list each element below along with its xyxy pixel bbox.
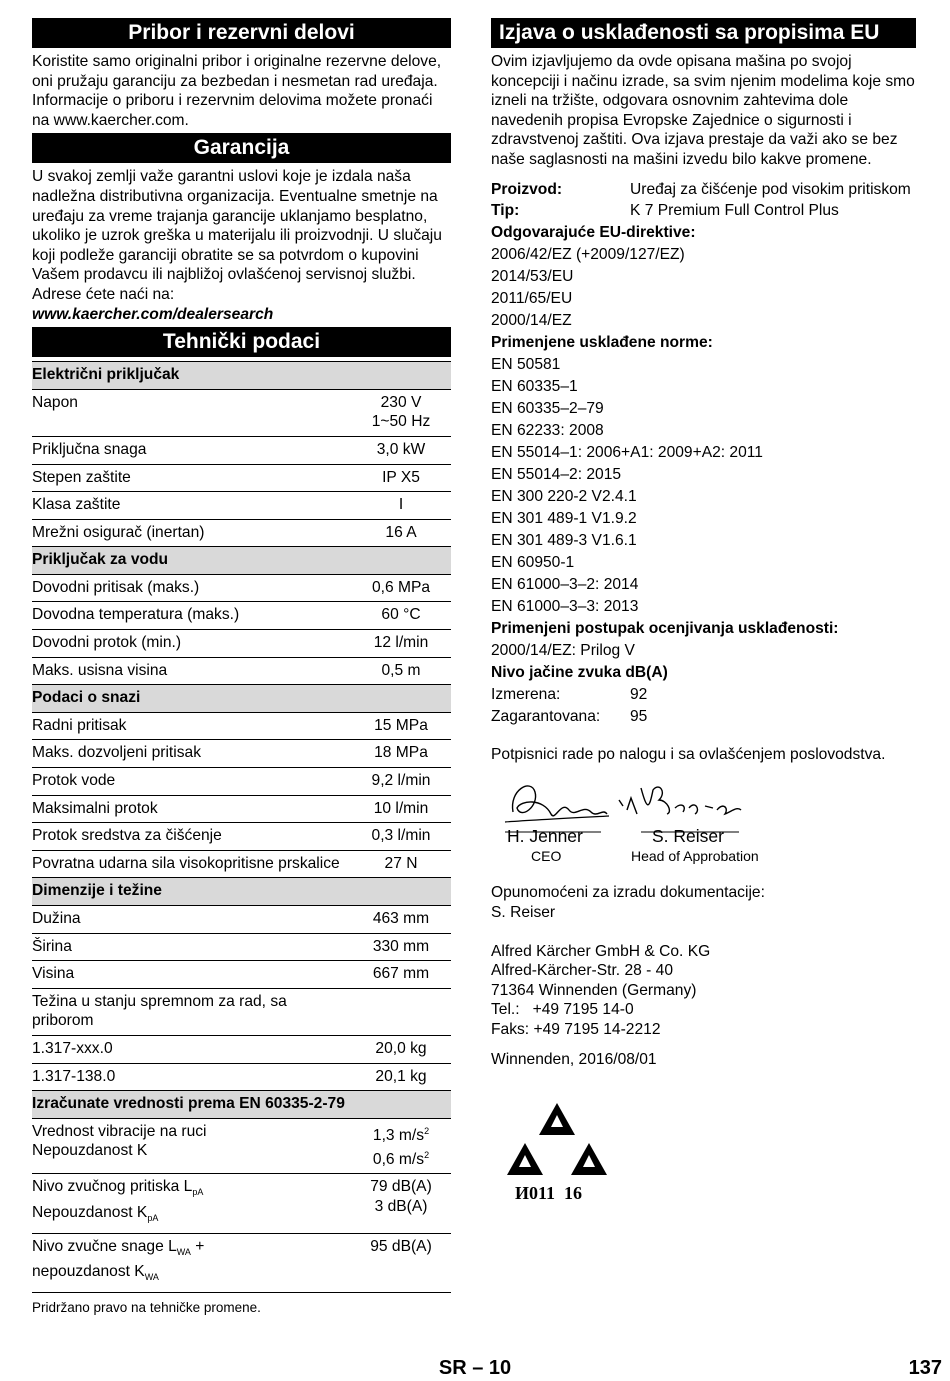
product-value: Uređaj za čišćenje pod visokim pritiskom: [630, 180, 911, 198]
guaranteed-row: [491, 706, 916, 728]
label-line-1: Vrednost vibracije na ruci: [32, 1122, 207, 1140]
directive-item: 2011/65/EU: [491, 289, 573, 307]
accessories-text: [32, 52, 451, 130]
company-address: [491, 942, 916, 1040]
left-column: [32, 18, 451, 1315]
row-value: 20,0 kg: [351, 1035, 451, 1063]
company-name: Alfred Kärcher GmbH & Co. KG: [491, 942, 711, 960]
row-label: Napon: [32, 389, 351, 436]
declaration-intro: Ovim izjavljujemo da ovde opisana mašina po svojoj koncepciji i načinu izrade, sa svim njenim modelima koje smo izneli na tržište, odgovara osnovnim zahtevima dole navedenih propisa Evropske Zajednice o sigurnosti i zdravstvenoj zaštiti. Ova izjava prestaje da važi ako se bez naše saglasnosti na mašini izvedu bilo kakve promene.: [491, 53, 915, 168]
table-row: [32, 740, 451, 768]
doc-auth-name: S. Reiser: [491, 903, 556, 921]
measured-row: [491, 684, 916, 706]
label-tail: +: [190, 1237, 205, 1255]
dealer-search-link[interactable]: www.kaercher.com/dealersearch: [32, 305, 274, 323]
row-label: 1.317-xxx.0: [32, 1035, 351, 1063]
label-sub: WA: [144, 1272, 159, 1283]
row-value: 330 mm: [351, 933, 451, 961]
mark-code: И011 16: [515, 1183, 583, 1204]
table-row: [32, 988, 451, 1035]
table-section-row: [32, 1091, 451, 1119]
table-section-row: [32, 685, 451, 713]
table-row: [32, 768, 451, 796]
value-line-1: 95 dB(A): [370, 1237, 432, 1255]
table-row: [32, 519, 451, 547]
table-row: [32, 712, 451, 740]
row-label: [32, 1118, 351, 1174]
row-value: 230 V 1~50 Hz: [351, 389, 451, 436]
company-city: 71364 Winnenden (Germany): [491, 981, 697, 999]
row-label: Protok sredstva za čišćenje: [32, 823, 351, 851]
norm-item: EN 61000–3–3: 2013: [491, 597, 639, 615]
row-value: 20,1 kg: [351, 1063, 451, 1091]
row-value: 0,5 m: [351, 657, 451, 685]
label-line-2: Nepouzdanost K: [32, 1142, 148, 1160]
conformity-mark: [505, 1099, 625, 1229]
label-sub: WA: [176, 1246, 191, 1257]
row-label: Protok vode: [32, 768, 351, 796]
value-line-1: 1,3 m/s: [372, 1126, 425, 1144]
value-sup: 2: [424, 1125, 430, 1136]
row-label: Klasa zaštite: [32, 492, 351, 520]
row-label: Maks. dozvoljeni pritisak: [32, 740, 351, 768]
warranty-paragraph-2: Adrese ćete naći na:: [32, 285, 175, 303]
row-value: [351, 1233, 451, 1292]
table-section-row: [32, 547, 451, 575]
row-label: Stepen zaštite: [32, 464, 351, 492]
norm-item: EN 301 489-3 V1.6.1: [491, 531, 637, 549]
right-column: [491, 18, 916, 1229]
section-label: Priključak za vodu: [32, 547, 451, 575]
section-label: Električni priključak: [32, 362, 451, 390]
page-number: 137: [908, 1357, 942, 1379]
row-value: 0,3 l/min: [351, 823, 451, 851]
norm-item: EN 55014–2: 2015: [491, 465, 622, 483]
warranty-text: [32, 167, 451, 324]
label-sub: pA: [147, 1213, 159, 1224]
row-value: 16 A: [351, 519, 451, 547]
table-row: [32, 1233, 451, 1292]
row-label: Dovodni pritisak (maks.): [32, 574, 351, 602]
row-value: 12 l/min: [351, 630, 451, 658]
sound-level-title: Nivo jačine zvuka dB(A): [491, 663, 668, 681]
row-value: [351, 988, 451, 1035]
table-row: [32, 933, 451, 961]
norm-item: EN 60335–2–79: [491, 399, 604, 417]
norm-item: EN 60335–1: [491, 377, 578, 395]
row-value: 18 MPa: [351, 740, 451, 768]
table-row: [32, 906, 451, 934]
row-label: Dovodni protok (min.): [32, 630, 351, 658]
signatory-1-name: H. Jenner: [507, 826, 583, 847]
table-row: [32, 574, 451, 602]
signatory-2-role: Head of Approbation: [631, 848, 759, 865]
row-value: [351, 1174, 451, 1233]
table-row: [32, 464, 451, 492]
table-section-row: [32, 878, 451, 906]
table-row: [32, 823, 451, 851]
accessories-paragraph-2: Informacije o priboru i rezervnim delovima možete pronaći na www.kaercher.com.: [32, 92, 433, 129]
row-label: Dovodna temperatura (maks.): [32, 602, 351, 630]
measured-key: Izmerena:: [491, 685, 561, 703]
signature-block: [491, 770, 916, 865]
value-line-1: 79 dB(A): [370, 1178, 432, 1196]
accessories-heading: Pribor i rezervni delovi: [32, 18, 451, 48]
row-value: 9,2 l/min: [351, 768, 451, 796]
row-value: IP X5: [351, 464, 451, 492]
norms-title: Primenjene usklađene norme:: [491, 333, 713, 351]
signatory-1-role: CEO: [531, 848, 562, 865]
table-section-row: [32, 362, 451, 390]
table-row: [32, 795, 451, 823]
row-label: Težina u stanju spremnom za rad, sa priborom: [32, 988, 351, 1035]
section-label: Dimenzije i težine: [32, 878, 451, 906]
norm-item: EN 62233: 2008: [491, 421, 604, 439]
table-row: [32, 630, 451, 658]
table-row: [32, 657, 451, 685]
label-line-1: Nivo zvučne snage L: [32, 1237, 177, 1255]
guaranteed-key: Zagarantovana:: [491, 707, 601, 725]
row-value: 463 mm: [351, 906, 451, 934]
type-row: [491, 201, 916, 221]
type-value: K 7 Premium Full Control Plus: [630, 202, 839, 220]
value-line-2: 0,6 m/s: [372, 1150, 425, 1168]
table-row: [32, 492, 451, 520]
row-label: Mrežni osigurač (inertan): [32, 519, 351, 547]
norm-item: EN 61000–3–2: 2014: [491, 575, 639, 593]
norms-list: [491, 354, 916, 618]
table-row: [32, 1063, 451, 1091]
row-label: Maksimalni protok: [32, 795, 351, 823]
directive-item: 2014/53/EU: [491, 267, 574, 285]
table-row: [32, 436, 451, 464]
row-label: Visina: [32, 961, 351, 989]
product-info: [491, 180, 916, 221]
row-value: 10 l/min: [351, 795, 451, 823]
guaranteed-value: 95: [630, 707, 648, 725]
technical-changes-note: Pridržano pravo na tehničke promene.: [32, 1300, 261, 1316]
row-value: [351, 1118, 451, 1174]
company-tel: Tel.: +49 7195 14-0: [491, 1001, 634, 1019]
row-label: Povratna udarna sila visokopritisne prskalice: [32, 850, 351, 878]
documentation-authority: [491, 883, 916, 922]
signatories-text: Potpisnici rade po nalogu i sa ovlašćenjem poslovodstva.: [491, 745, 886, 763]
tech-data-table: [32, 361, 451, 1293]
label-sub: pA: [192, 1187, 204, 1198]
label-line-2: nepouzdanost K: [32, 1263, 145, 1281]
table-row: [32, 961, 451, 989]
warranty-paragraph-1: U svakoj zemlji važe garantni uslovi koje je izdala naša nadležna distributivna organizacija. Eventualne smetnje na uređaju za vreme trajanja garancije uklanjamo besplatno, ukoliko je uzrok greška u materijalu ili proizvodnji. U slučaju koji podleže garanciji obratite se sa potvrdom o kupovini Vašem prodavcu ili najbližoj ovlašćenoj servisnoj službi.: [32, 168, 442, 284]
row-label: Priključna snaga: [32, 436, 351, 464]
row-value: 15 MPa: [351, 712, 451, 740]
row-value: 60 °C: [351, 602, 451, 630]
table-row: [32, 602, 451, 630]
section-label: Podaci o snazi: [32, 685, 451, 713]
place-date: Winnenden, 2016/08/01: [491, 1050, 657, 1068]
signatory-2-name: S. Reiser: [652, 826, 724, 847]
table-row: [32, 389, 451, 436]
directives-list: [491, 244, 916, 332]
product-key: Proizvod:: [491, 180, 563, 198]
norm-item: EN 301 489-1 V1.9.2: [491, 509, 637, 527]
label-line-1: Nivo zvučnog pritiska L: [32, 1178, 193, 1196]
row-label: Širina: [32, 933, 351, 961]
row-value: 3,0 kW: [351, 436, 451, 464]
row-value: 0,6 MPa: [351, 574, 451, 602]
value-line-2: 3 dB(A): [374, 1197, 428, 1215]
directive-item: 2000/14/EZ: [491, 311, 572, 329]
table-row: [32, 1035, 451, 1063]
norm-item: EN 50581: [491, 355, 561, 373]
table-row: [32, 850, 451, 878]
tech-data-heading: Tehnički podaci: [32, 327, 451, 357]
page-label: SR – 10: [438, 1357, 512, 1379]
label-line-2: Nepouzdanost K: [32, 1204, 148, 1222]
directive-item: 2006/42/EZ (+2009/127/EZ): [491, 245, 685, 263]
row-label: [32, 1174, 351, 1233]
procedure-value: 2000/14/EZ: Prilog V: [491, 641, 635, 659]
row-label: [32, 1233, 351, 1292]
row-value: I: [351, 492, 451, 520]
row-label: 1.317-138.0: [32, 1063, 351, 1091]
doc-auth-title: Opunomoćeni za izradu dokumentacije:: [491, 884, 765, 902]
row-label: Dužina: [32, 906, 351, 934]
warranty-heading: Garancija: [32, 133, 451, 163]
row-value: 27 N: [351, 850, 451, 878]
company-fax: Faks: +49 7195 14-2212: [491, 1020, 661, 1038]
eu-declaration-heading: Izjava o usklađenosti sa propisima EU: [491, 18, 916, 48]
norm-item: EN 55014–1: 2006+A1: 2009+A2: 2011: [491, 443, 763, 461]
value-sup: 2: [424, 1149, 430, 1160]
product-row: [491, 180, 916, 200]
accessories-paragraph-1: Koristite samo originalni pribor i originalne rezervne delove, oni pružaju garanciju za bezbedan i nesmetan rad uređaja.: [32, 53, 442, 90]
norm-item: EN 300 220-2 V2.4.1: [491, 487, 637, 505]
measured-value: 92: [630, 685, 648, 703]
directives-title: Odgovarajuće EU-direktive:: [491, 223, 696, 241]
norm-item: EN 60950-1: [491, 553, 575, 571]
row-value: 667 mm: [351, 961, 451, 989]
row-label: Radni pritisak: [32, 712, 351, 740]
table-row: [32, 1118, 451, 1174]
procedure-title: Primenjeni postupak ocenjivanja usklađenosti:: [491, 619, 839, 637]
type-key: Tip:: [491, 202, 520, 220]
company-street: Alfred-Kärcher-Str. 28 - 40: [491, 962, 674, 980]
section-label: Izračunate vrednosti prema EN 60335-2-79: [32, 1091, 451, 1119]
table-row: [32, 1174, 451, 1233]
row-label: Maks. usisna visina: [32, 657, 351, 685]
